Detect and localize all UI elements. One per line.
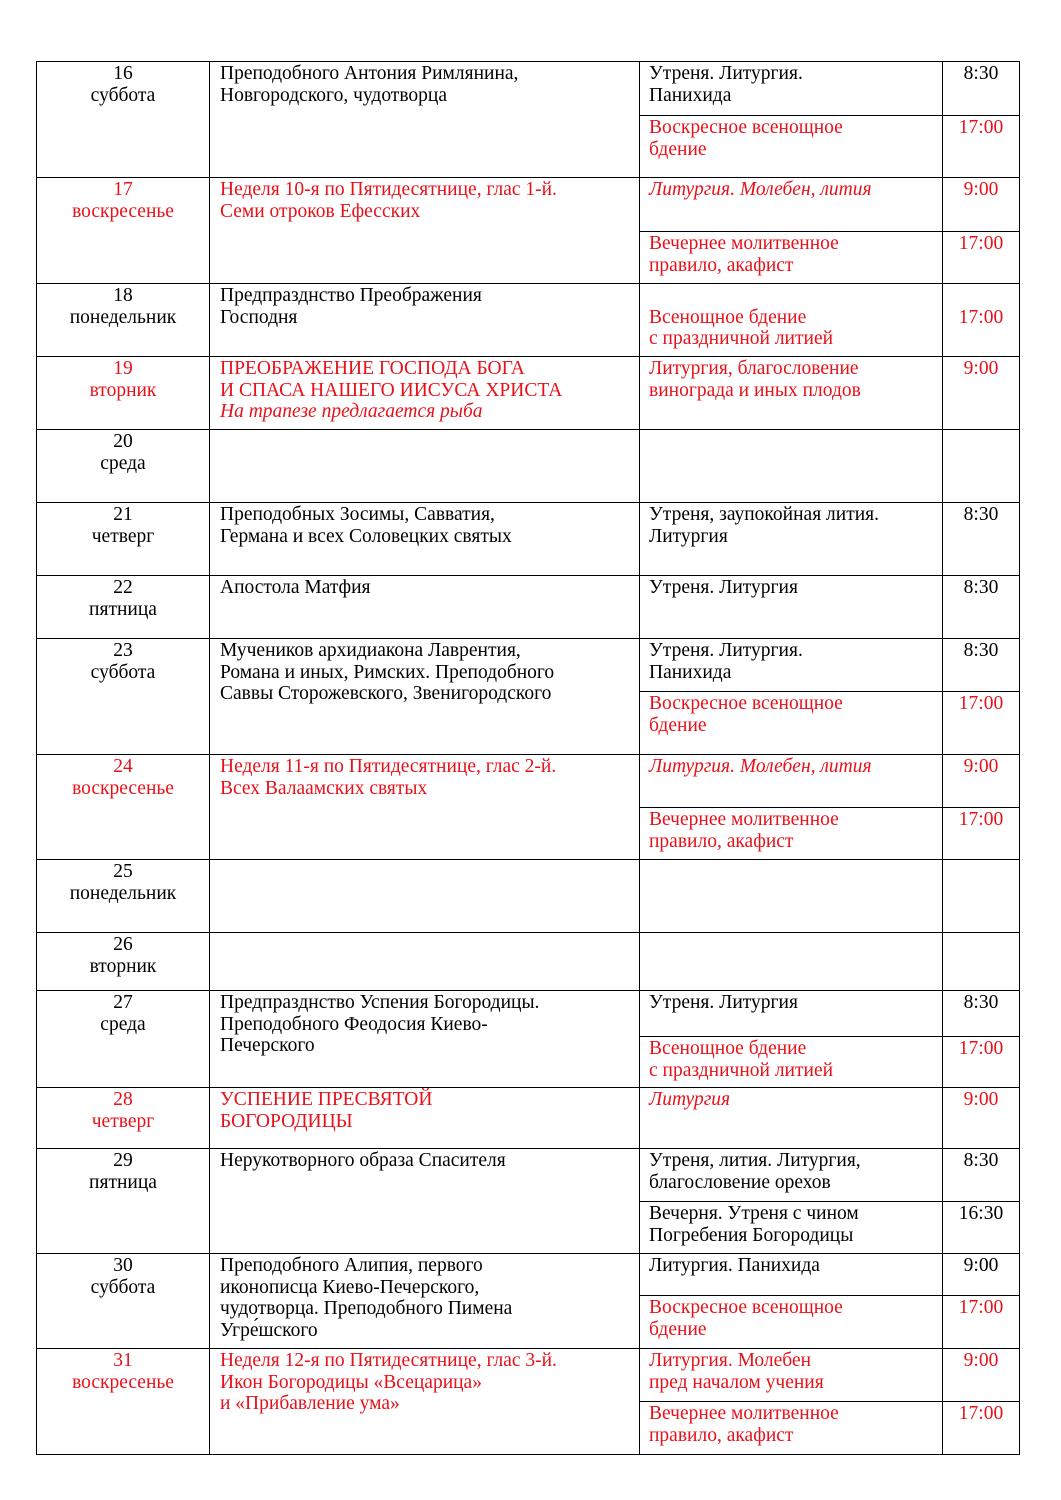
service-time: 9:00	[963, 1255, 999, 1276]
commemoration-line: Мучеников архидиакона Лаврентия,	[220, 640, 521, 661]
service-line: Вечерня. Утреня с чином	[649, 1203, 859, 1224]
date-cell	[37, 178, 210, 284]
schedule-body	[37, 62, 1020, 1455]
day-number: 31	[113, 1350, 133, 1371]
commemoration-line: иконописца Киево-Печерского,	[220, 1276, 480, 1298]
service-time: 8:30	[963, 63, 999, 84]
service-line: винограда и иных плодов	[649, 379, 861, 401]
time-cell	[943, 357, 1020, 430]
schedule-row	[37, 284, 1020, 357]
service-line: Литургия. Молебен, лития	[649, 179, 872, 200]
commemoration-line: И СПАСА НАШЕГО ИИСУСА ХРИСТА	[220, 379, 563, 401]
time-cell	[943, 503, 1020, 576]
commemoration-line: Германа и всех Соловецких святых	[220, 525, 512, 547]
weekday: суббота	[90, 84, 156, 106]
commemoration-line: и «Прибавление ума»	[220, 1393, 400, 1414]
schedule-row	[37, 639, 1020, 692]
commemoration-cell	[210, 860, 640, 933]
commemoration-line: Неделя 10-я по Пятидесятнице, глас 1-й.	[220, 179, 557, 200]
commemoration-line: Неделя 12-я по Пятидесятнице, глас 3-й.	[220, 1350, 557, 1371]
time-cell	[943, 808, 1020, 860]
service-time: 17:00	[958, 233, 1004, 254]
service-line: благословение орехов	[649, 1171, 831, 1193]
commemoration-cell	[210, 284, 640, 357]
commemoration-cell	[210, 62, 640, 178]
service-cell	[640, 639, 943, 692]
date-cell	[37, 357, 210, 430]
date-cell	[37, 576, 210, 639]
commemoration-cell	[210, 1349, 640, 1455]
commemoration-line: Саввы Сторожевского, Звенигородского	[220, 683, 552, 704]
service-line: Вечернее молитвенное	[649, 233, 839, 254]
date-cell	[37, 503, 210, 576]
weekday: четверг	[91, 1110, 155, 1132]
service-line: правило, акафист	[649, 830, 794, 852]
service-line: Утреня. Литургия	[649, 577, 798, 598]
date-cell	[37, 991, 210, 1088]
commemoration-line: ПРЕОБРАЖЕНИЕ ГОСПОДА БОГА	[220, 358, 525, 379]
service-cell	[640, 357, 943, 430]
schedule-row	[37, 860, 1020, 933]
service-line: Погребения Богородицы	[649, 1224, 854, 1246]
commemoration-line: Икон Богородицы «Всецарица»	[220, 1371, 482, 1393]
weekday: понедельник	[69, 882, 177, 904]
commemoration-line: Господня	[220, 306, 298, 328]
service-line: Литургия	[649, 1089, 731, 1110]
service-cell	[640, 860, 943, 933]
service-line: Литургия. Молебен	[649, 1350, 812, 1371]
date-cell	[37, 1088, 210, 1149]
service-time: 9:00	[963, 1089, 999, 1110]
weekday: воскресенье	[72, 200, 174, 222]
time-cell	[943, 1202, 1020, 1254]
schedule-row	[37, 357, 1020, 430]
service-cell	[640, 1254, 943, 1296]
service-line: Утреня. Литургия	[649, 992, 798, 1013]
service-time: 8:30	[963, 640, 999, 661]
time-cell	[943, 1402, 1020, 1455]
service-line: Всенощное бдение	[649, 1038, 807, 1059]
day-number: 30	[113, 1255, 133, 1276]
service-time: 8:30	[963, 992, 999, 1013]
service-line: Литургия. Молебен, лития	[649, 756, 872, 777]
commemoration-line: чудотворца. Преподобного Пимена	[220, 1298, 513, 1319]
weekday: суббота	[90, 1276, 156, 1298]
service-line: Всенощное бдение	[649, 306, 807, 328]
service-cell	[640, 1037, 943, 1088]
day-number: 26	[113, 934, 133, 955]
commemoration-line: Апостола Матфия	[220, 577, 371, 598]
commemoration-cell	[210, 755, 640, 860]
day-number: 24	[113, 756, 133, 777]
date-cell	[37, 284, 210, 357]
commemoration-line: Семи отроков Ефесских	[220, 200, 421, 222]
service-line: пред началом учения	[649, 1371, 824, 1393]
service-cell	[640, 62, 943, 116]
commemoration-line: Преподобного Алипия, первого	[220, 1255, 483, 1276]
service-line	[649, 285, 936, 307]
commemoration-line: БОГОРОДИЦЫ	[220, 1110, 353, 1132]
commemoration-line: Неделя 11-я по Пятидесятнице, глас 2-й.	[220, 756, 557, 777]
commemoration-line: УСПЕНИЕ ПРЕСВЯТОЙ	[220, 1089, 433, 1110]
service-line: с праздничной литией	[649, 328, 834, 349]
time-cell	[943, 1296, 1020, 1349]
time-cell	[943, 62, 1020, 116]
service-cell	[640, 576, 943, 639]
service-line: Утреня. Литургия.	[649, 640, 803, 661]
day-number: 16	[113, 63, 133, 84]
commemoration-cell	[210, 1254, 640, 1349]
service-cell	[640, 1088, 943, 1149]
time-cell	[943, 1349, 1020, 1402]
commemoration-line: Преподобного Антония Римлянина,	[220, 63, 519, 84]
service-cell	[640, 178, 943, 232]
weekday: понедельник	[69, 306, 177, 328]
service-time: 9:00	[963, 358, 999, 379]
service-line: Вечернее молитвенное	[649, 809, 839, 830]
time-cell	[943, 430, 1020, 503]
service-time: 17:00	[958, 1297, 1004, 1318]
commemoration-line: Новгородского, чудотворца	[220, 84, 447, 106]
commemoration-cell	[210, 1088, 640, 1149]
schedule-row	[37, 1349, 1020, 1402]
commemoration-line: Угре́шского	[220, 1319, 318, 1341]
service-time: 9:00	[963, 179, 999, 200]
service-cell	[640, 692, 943, 755]
service-time: 8:30	[963, 1150, 999, 1171]
service-line: Литургия	[649, 525, 728, 547]
service-line: Утреня, лития. Литургия,	[649, 1150, 861, 1171]
commemoration-cell	[210, 991, 640, 1088]
service-line: правило, акафист	[649, 1424, 794, 1446]
service-line: бдение	[649, 1318, 707, 1340]
service-cell	[640, 808, 943, 860]
schedule-row	[37, 933, 1020, 991]
commemoration-cell	[210, 178, 640, 284]
commemoration-cell	[210, 933, 640, 991]
weekday: пятница	[89, 1171, 157, 1193]
day-number: 21	[113, 504, 133, 525]
service-cell	[640, 430, 943, 503]
service-line: Воскресное всенощное	[649, 117, 843, 138]
schedule-row	[37, 1149, 1020, 1202]
date-cell	[37, 62, 210, 178]
service-line: Литургия, благословение	[649, 358, 859, 379]
service-cell	[640, 1149, 943, 1202]
service-line: Утреня. Литургия.	[649, 63, 803, 84]
commemoration-line: Всех Валаамских святых	[220, 777, 428, 799]
service-line: Вечернее молитвенное	[649, 1403, 839, 1424]
time-cell	[943, 1254, 1020, 1296]
time-cell	[943, 933, 1020, 991]
service-line: Воскресное всенощное	[649, 1297, 843, 1318]
time-cell	[943, 1037, 1020, 1088]
time-cell	[943, 692, 1020, 755]
service-line: правило, акафист	[649, 254, 794, 276]
service-cell	[640, 933, 943, 991]
service-line: Панихида	[649, 661, 732, 683]
service-line: Воскресное всенощное	[649, 693, 843, 714]
schedule-table	[36, 61, 1020, 1455]
day-number: 20	[113, 431, 133, 452]
date-cell	[37, 933, 210, 991]
weekday: среда	[100, 1013, 146, 1035]
schedule-row	[37, 503, 1020, 576]
time-cell	[943, 639, 1020, 692]
commemoration-cell	[210, 430, 640, 503]
commemoration-line: Преподобных Зосимы, Савватия,	[220, 504, 495, 525]
service-cell	[640, 755, 943, 808]
commemoration-line: Предпразднство Успения Богородицы.	[220, 992, 540, 1013]
day-number: 18	[113, 285, 133, 306]
service-time: 8:30	[963, 504, 999, 525]
service-line: с праздничной литией	[649, 1059, 834, 1081]
date-cell	[37, 860, 210, 933]
commemoration-cell	[210, 357, 640, 430]
service-time: 9:00	[963, 1350, 999, 1371]
schedule-row	[37, 430, 1020, 503]
service-cell	[640, 1202, 943, 1254]
schedule-row	[37, 576, 1020, 639]
time-spacer	[943, 285, 1019, 307]
day-number: 28	[113, 1089, 133, 1110]
schedule-row	[37, 1254, 1020, 1296]
commemoration-line: На трапезе предлагается рыба	[220, 401, 483, 422]
service-time: 16:30	[958, 1203, 1004, 1224]
schedule-row	[37, 1088, 1020, 1149]
commemoration-cell	[210, 1149, 640, 1254]
service-time: 17:00	[958, 809, 1004, 830]
day-number: 25	[113, 861, 133, 882]
weekday: вторник	[89, 379, 157, 401]
service-time: 17:00	[958, 1038, 1004, 1059]
commemoration-line: Преподобного Феодосия Киево-	[220, 1013, 488, 1035]
commemoration-cell	[210, 576, 640, 639]
date-cell	[37, 639, 210, 755]
commemoration-cell	[210, 503, 640, 576]
service-line: Литургия. Панихида	[649, 1255, 820, 1276]
service-cell	[640, 1349, 943, 1402]
service-time: 17:00	[958, 1403, 1004, 1424]
weekday: воскресенье	[72, 1371, 174, 1393]
time-cell	[943, 1088, 1020, 1149]
weekday: пятница	[89, 598, 157, 620]
weekday: воскресенье	[72, 777, 174, 799]
service-line: Утреня, заупокойная лития.	[649, 504, 880, 525]
commemoration-cell	[210, 639, 640, 755]
service-time: 17:00	[958, 693, 1004, 714]
service-cell	[640, 1402, 943, 1455]
service-cell	[640, 284, 943, 357]
service-line: бдение	[649, 138, 707, 160]
time-cell	[943, 178, 1020, 232]
date-cell	[37, 1254, 210, 1349]
day-number: 27	[113, 992, 133, 1013]
service-cell	[640, 991, 943, 1037]
date-cell	[37, 1149, 210, 1254]
day-number: 29	[113, 1150, 133, 1171]
service-cell	[640, 116, 943, 178]
weekday: вторник	[89, 955, 157, 977]
schedule-row	[37, 991, 1020, 1037]
time-cell	[943, 284, 1020, 357]
service-time: 17:00	[958, 117, 1004, 138]
date-cell	[37, 755, 210, 860]
day-number: 19	[113, 358, 133, 379]
date-cell	[37, 430, 210, 503]
time-cell	[943, 755, 1020, 808]
weekday: четверг	[91, 525, 155, 547]
day-number: 22	[113, 577, 133, 598]
schedule-row	[37, 755, 1020, 808]
commemoration-line: Нерукотворного образа Спасителя	[220, 1150, 506, 1171]
service-cell	[640, 1296, 943, 1349]
time-cell	[943, 116, 1020, 178]
schedule-row	[37, 62, 1020, 116]
service-time: 9:00	[963, 756, 999, 777]
day-number: 23	[113, 640, 133, 661]
service-cell	[640, 503, 943, 576]
service-time: 17:00	[958, 306, 1004, 328]
schedule-row	[37, 178, 1020, 232]
time-cell	[943, 991, 1020, 1037]
time-cell	[943, 860, 1020, 933]
date-cell	[37, 1349, 210, 1455]
time-cell	[943, 1149, 1020, 1202]
service-line: Панихида	[649, 84, 732, 106]
time-cell	[943, 232, 1020, 284]
commemoration-line: Предпразднство Преображения	[220, 285, 482, 306]
commemoration-line: Печерского	[220, 1035, 315, 1056]
weekday: среда	[100, 452, 146, 474]
day-number: 17	[113, 179, 133, 200]
commemoration-line: Романа и иных, Римских. Преподобного	[220, 661, 555, 683]
service-cell	[640, 232, 943, 284]
time-cell	[943, 576, 1020, 639]
service-time: 8:30	[963, 577, 999, 598]
weekday: суббота	[90, 661, 156, 683]
service-line: бдение	[649, 714, 707, 736]
